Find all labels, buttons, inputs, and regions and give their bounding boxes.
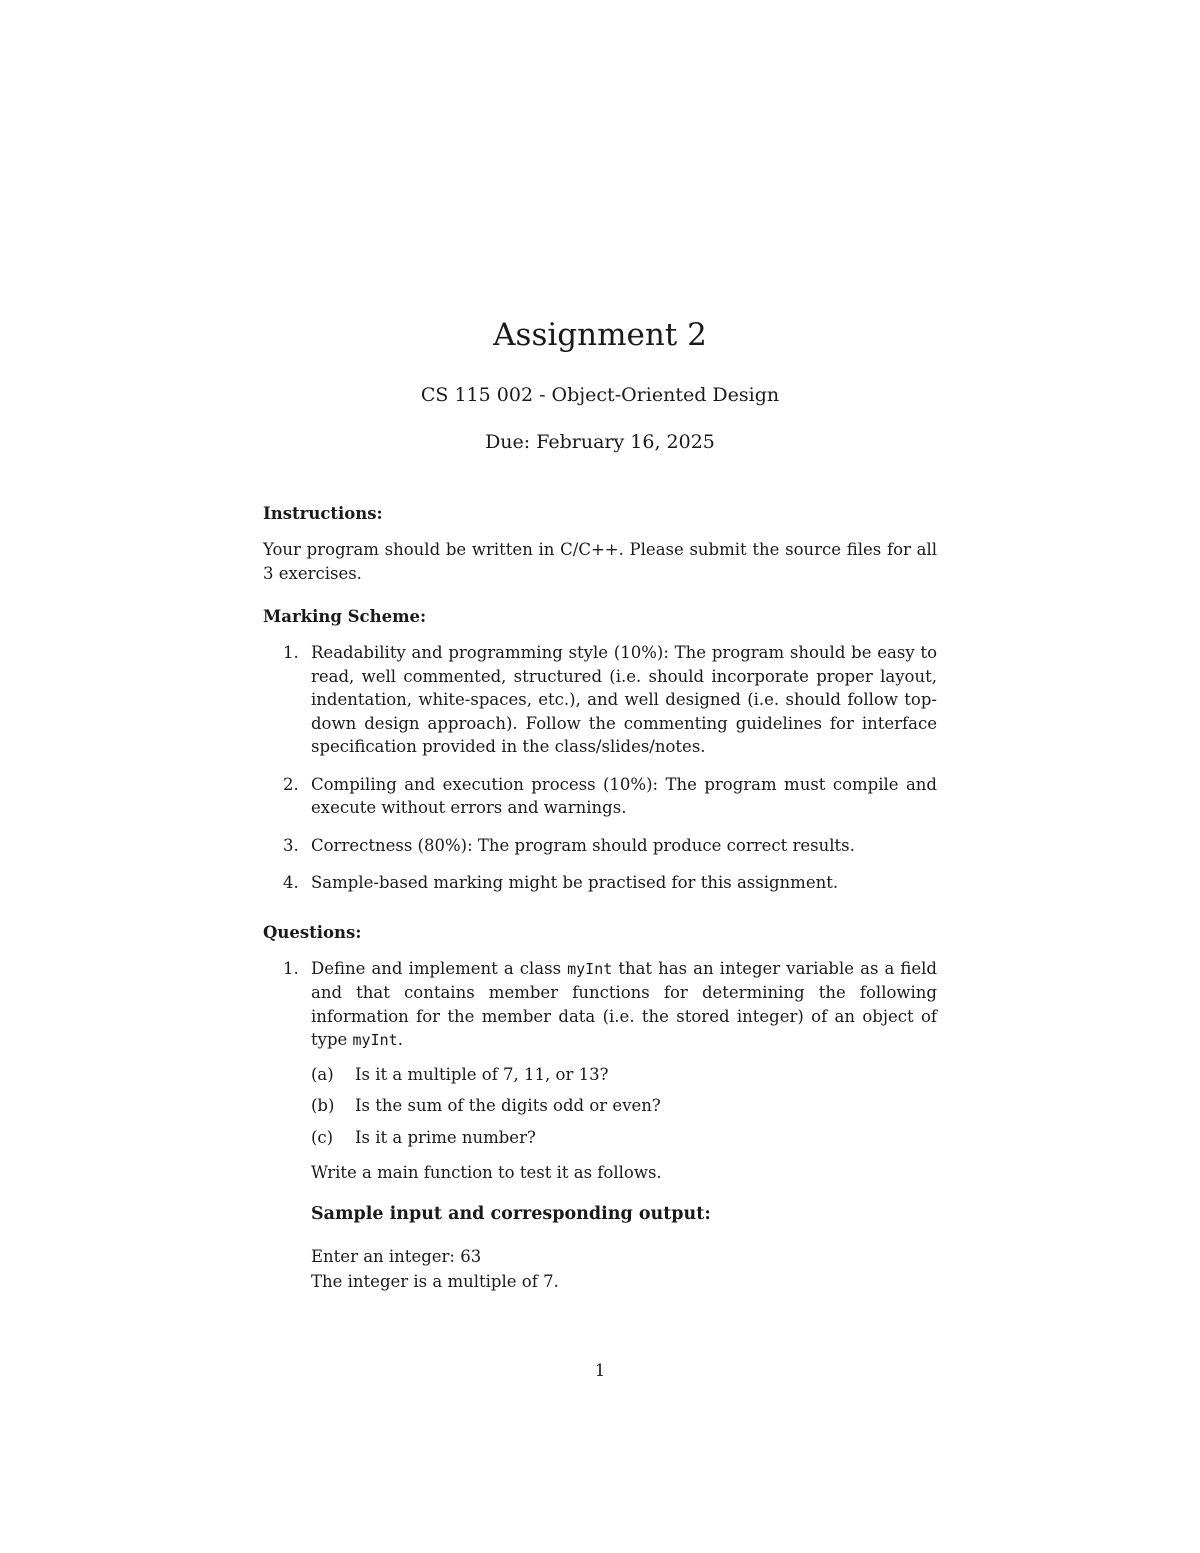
list-item-text: Readability and programming style (10%): The program should be easy to read, well commented, structured (i.e. should incorporate proper layout, indentation, white-spaces, etc.), and well designed (i.e. should follow top-down design approach). Follow the commenting guidelines for interface specification provided in the class/slides/notes. bbox=[311, 643, 937, 756]
sub-item-label: (a) bbox=[311, 1064, 334, 1084]
sub-item-text: Is the sum of the digits odd or even? bbox=[355, 1096, 661, 1115]
sub-item bbox=[311, 1126, 937, 1150]
page-number: 1 bbox=[594, 1361, 606, 1380]
sub-item-text: Is it a multiple of 7, 11, or 13? bbox=[355, 1064, 609, 1084]
questions-heading: Questions: bbox=[263, 922, 362, 942]
questions-list bbox=[263, 957, 937, 1295]
list-item bbox=[263, 834, 937, 858]
list-item bbox=[263, 773, 937, 820]
sub-item-label: (c) bbox=[311, 1127, 334, 1147]
page-title: Assignment 2 bbox=[493, 317, 707, 353]
question-text-part: Define and implement a class bbox=[311, 958, 568, 978]
sample-output bbox=[311, 1244, 937, 1294]
list-item bbox=[263, 871, 937, 895]
sample-line: The integer is a multiple of 7. bbox=[311, 1272, 559, 1291]
list-item bbox=[263, 641, 937, 759]
due-date: Due: February 16, 2025 bbox=[485, 431, 715, 453]
marking-scheme-list bbox=[263, 641, 937, 895]
marking-scheme-heading: Marking Scheme: bbox=[263, 607, 427, 626]
list-item-number: 3. bbox=[283, 835, 299, 855]
list-item-text: Correctness (80%): The program should produce correct results. bbox=[311, 835, 855, 855]
class-name-code: myInt bbox=[352, 1031, 398, 1049]
instructions-heading: Instructions: bbox=[263, 504, 383, 523]
instructions-text: Your program should be written in C/C++. Please submit the source files for all 3 exercises. bbox=[263, 540, 937, 583]
question-subitems bbox=[311, 1063, 937, 1150]
question-item bbox=[263, 957, 937, 1295]
question-text-part: . bbox=[397, 1030, 403, 1049]
list-item-number: 1. bbox=[283, 643, 299, 662]
sub-item bbox=[311, 1063, 937, 1087]
sub-item-label: (b) bbox=[311, 1096, 335, 1115]
main-function-text: Write a main function to test it as follows. bbox=[311, 1163, 662, 1182]
class-name-code: myInt bbox=[567, 959, 613, 978]
question-text-part: that has an integer variable as a field and that contains member functions for determining the following information for the member data (i.e. the stored integer) of an object of type bbox=[311, 958, 937, 1049]
list-item-text: Compiling and execution process (10%): The program must compile and execute without errors and warnings. bbox=[311, 774, 937, 817]
sample-line: Enter an integer: 63 bbox=[311, 1247, 482, 1266]
list-item-text: Sample-based marking might be practised for this assignment. bbox=[311, 873, 839, 892]
sample-heading: Sample input and corresponding output: bbox=[311, 1203, 711, 1224]
main-content bbox=[263, 502, 937, 1308]
question-number: 1. bbox=[283, 958, 299, 978]
list-item-number: 2. bbox=[283, 774, 299, 794]
list-item-number: 4. bbox=[283, 873, 299, 892]
course-name: CS 115 002 - Object-Oriented Design bbox=[420, 384, 780, 406]
sub-item bbox=[311, 1094, 937, 1118]
sub-item-text: Is it a prime number? bbox=[355, 1127, 536, 1147]
